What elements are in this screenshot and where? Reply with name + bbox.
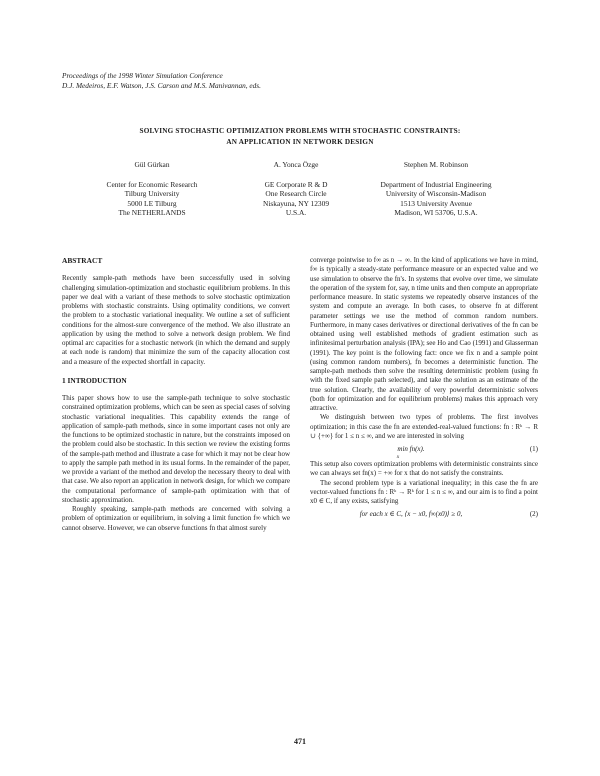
equation-2-number: (2) [529, 510, 538, 519]
left-column [62, 256, 290, 533]
body-paragraph: converge pointwise to f∞ as n → ∞. In the kind of applications we have in mind, f∞ is typically a steady-state performance measure or an expected value and we use simulation to observe the fn's. In systems that evolve over time, we simulate the operation of the system for, say, n time units and then compute an appropriate performance measure. In static systems we repeatedly observe instances of the system and compute an average. In both cases, to observe fn at different parameter settings we use the method of common random numbers. Furthermore, in many cases derivatives or directional derivatives of the fn can be obtained using well established methods of gradient estimation such as infinitesimal perturbation analysis (IPA); see Ho and Cao (1991) and Glasserman (1991). The key point is the following fact: once we fix n and a sample point (using common random numbers), fn becomes a deterministic function. The sample-path methods then solve the resulting deterministic problem (using fn with the fixed sample path selected), and take the solution as an estimate of the true solution. Clearly, the availability of very powerful deterministic solvers (both for optimization and for equilibrium problems) makes this approach very attractive. [310, 256, 538, 412]
equation-2-expression: for each x ∈ C, ⟨x − x0, f∞(x0)⟩ ≥ 0, [359, 510, 463, 519]
affiliation-line: U.S.A. [285, 208, 307, 218]
intro-paragraph-2: Roughly speaking, sample-path methods are concerned with solving a problem of optimization or equilibrium, in solving a limit function f∞ which we cannot observe. However, we can observe functions fn that almost surely [62, 505, 290, 532]
author-name: Gül Gürkan [134, 160, 170, 169]
author-name: A. Yonca Özge [273, 160, 319, 169]
proceedings-line: Proceedings of the 1998 Winter Simulation Conference [62, 71, 223, 80]
affiliation-line: Center for Economic Research [106, 179, 198, 189]
editors-line: D.J. Medeiros, E.F. Watson, J.S. Carson and M.S. Manivannan, eds. [62, 81, 261, 90]
affiliation-line: Niskayuna, NY 12309 [262, 198, 330, 208]
affiliation-line: The NETHERLANDS [118, 208, 186, 218]
intro-paragraph-1: This paper shows how to use the sample-path technique to solve stochastic constrained optimization problems, which can be seen as special cases of solving stochastic variational inequalities. This capability extends the range of application of sample-path methods, since in some important cases not only are the functions to be optimized stochastic in nature, but the constraints imposed on the problem could also be stochastic. In this section we review the existing forms of the sample-path method and illustrate a case for which it may not be clear how to apply the sample path method in its usual forms. In the remainder of the paper, we provide a variant of the method and develop the necessary theory to deal with that case. We also report an application in network design, for which we compare the computational performance of sample-path optimization with that of stochastic approximation. [62, 394, 291, 504]
author-block-2 [236, 160, 356, 218]
affiliation-line: One Research Circle [265, 189, 327, 199]
equation-1-subscript: x [396, 454, 400, 460]
author-name: Stephen M. Robinson [403, 160, 469, 169]
author-block-1 [92, 160, 212, 218]
body-paragraph: We distinguish between two types of problems. The first involves optimization; in this case the fn are extended-real-valued functions: fn : Rᵏ → R ∪ {+∞} for 1 ≤ n ≤ ∞, and we are interested in solving [310, 413, 538, 440]
abstract-heading: ABSTRACT [62, 256, 103, 265]
equation-1 [310, 441, 538, 460]
affiliation-line: University of Wisconsin-Madison [385, 189, 487, 199]
equation-1-expression: min fn(x). [397, 445, 425, 453]
equation-2 [310, 506, 538, 525]
title-line-2: AN APPLICATION IN NETWORK DESIGN [226, 137, 374, 146]
body-paragraph: This setup also covers optimization problems with deterministic constraints since we can always set fn(x) = +∞ for x that do not satisfy the constraints. [310, 460, 538, 478]
introduction-heading: 1 INTRODUCTION [62, 375, 127, 385]
paper-title [60, 126, 540, 147]
affiliation-line: Tilburg University [124, 189, 180, 199]
page-number: 471 [294, 737, 306, 746]
title-line-1: SOLVING STOCHASTIC OPTIMIZATION PROBLEMS WITH STOCHASTIC CONSTRAINTS: [139, 127, 461, 135]
affiliation-line: GE Corporate R & D [264, 179, 328, 189]
body-paragraph: The second problem type is a variational inequality; in this case the fn are vector-valued functions fn : Rᵏ → Rᵏ for 1 ≤ n ≤ ∞, and our aim is to find a point x0 ∈ C, if any exists, satisfying [310, 478, 538, 505]
affiliation-line: 1513 University Avenue [400, 198, 472, 208]
right-column [310, 256, 538, 525]
equation-1-number: (1) [529, 445, 538, 453]
affiliation-line: Department of Industrial Engineering [380, 179, 492, 189]
author-block-3 [356, 160, 516, 218]
abstract-text: Recently sample-path methods have been successfully used in solving challenging simulation-optimization and stochastic equilibrium problems. In this paper we deal with a variant of these methods to solve stochastic optimization problems with stochastic constraints. Using optimality conditions, we convert the problem to a stochastic variational inequality. We outline a set of sufficient conditions for the almost-sure convergence of the method. We also illustrate an application by using the method to solve a network design problem. We find optimal arc capacities for a stochastic network (in which the demand and supply at each node is random) that minimize the sum of the capacity allocation cost and a measure of the expected shortfall in capacity. [62, 274, 290, 366]
affiliation-line: Madison, WI 53706, U.S.A. [394, 208, 478, 218]
affiliation-line: 5000 LE Tilburg [127, 198, 177, 208]
